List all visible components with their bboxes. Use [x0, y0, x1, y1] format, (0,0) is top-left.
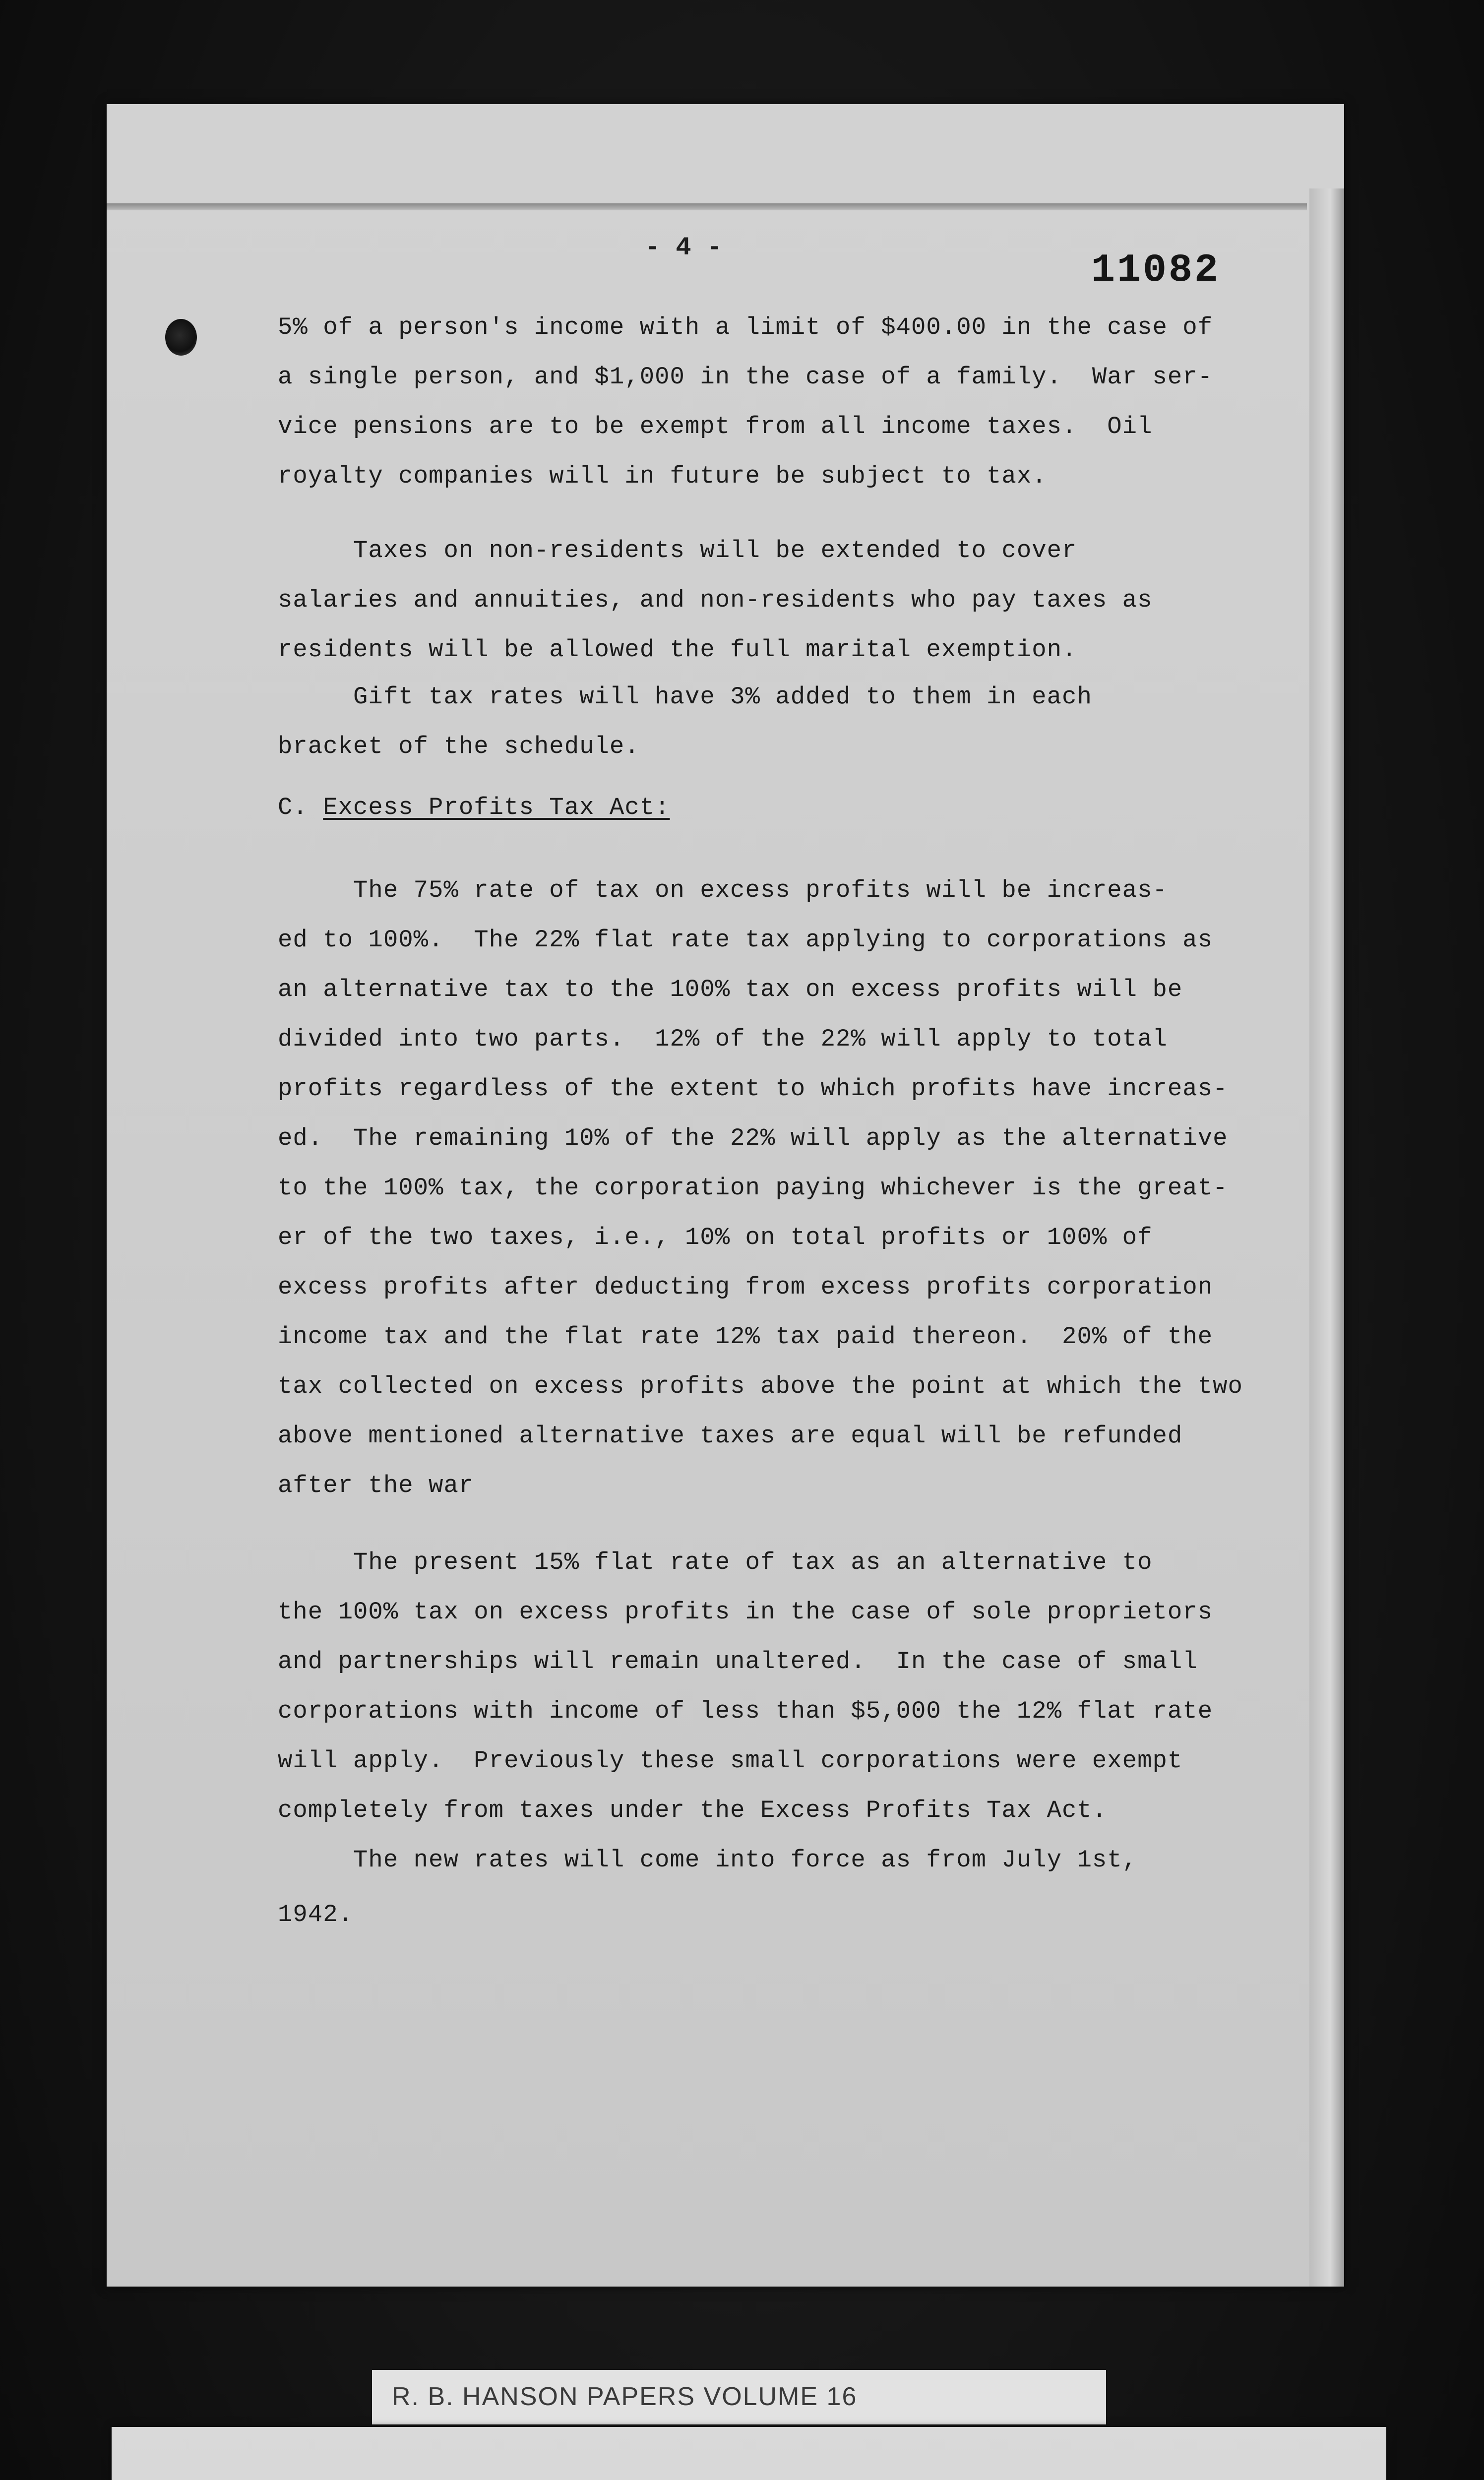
text-line: completely from taxes under the Excess Profits Tax Act.	[278, 1797, 1108, 1824]
text-line: The present 15% flat rate of tax as an alternative to	[278, 1549, 1153, 1576]
text-line: and partnerships will remain unaltered. In the case of small	[278, 1648, 1198, 1675]
text-line: a single person, and $1,000 in the case of a family. War ser-	[278, 363, 1213, 391]
text-line: after the war	[278, 1472, 474, 1499]
page-number: - 4 -	[645, 233, 723, 262]
text-line: 5% of a person's income with a limit of $400.00 in the case of	[278, 313, 1213, 341]
text-line: The new rates will come into force as from July 1st,	[278, 1846, 1138, 1874]
page-edge-stack	[1309, 188, 1344, 2287]
text-line: Taxes on non-residents will be extended to cover	[278, 537, 1077, 564]
text-line: divided into two parts. 12% of the 22% will apply to total	[278, 1025, 1168, 1053]
text-line: ed to 100%. The 22% flat rate tax applying to corporations as	[278, 926, 1213, 954]
text-line: Gift tax rates will have 3% added to them in each	[278, 683, 1092, 711]
section-heading	[278, 794, 670, 821]
collection-label	[372, 2370, 1106, 2424]
text-line: the 100% tax on excess profits in the case of sole proprietors	[278, 1598, 1213, 1626]
text-line: ed. The remaining 10% of the 22% will apply as the alternative	[278, 1124, 1228, 1152]
text-line: an alternative tax to the 100% tax on excess profits will be	[278, 976, 1183, 1003]
text-line: to the 100% tax, the corporation paying whichever is the great-	[278, 1174, 1228, 1202]
page-fold-shadow	[107, 203, 1307, 210]
text-line: bracket of the schedule.	[278, 733, 640, 760]
collection-label-text: R. B. HANSON PAPERS VOLUME 16	[392, 2382, 858, 2411]
text-line: above mentioned alternative taxes are equal will be refunded	[278, 1422, 1183, 1450]
text-line: will apply. Previously these small corporations were exempt	[278, 1747, 1183, 1775]
section-heading-title: Excess Profits Tax Act:	[323, 794, 670, 821]
text-line: tax collected on excess profits above the point at which the two	[278, 1372, 1243, 1400]
text-line: er of the two taxes, i.e., 10% on total profits or 100% of	[278, 1224, 1153, 1251]
text-line: profits regardless of the extent to which profits have increas-	[278, 1075, 1228, 1103]
text-line: royalty companies will in future be subject to tax.	[278, 462, 1047, 490]
text-line: excess profits after deducting from excess profits corporation	[278, 1273, 1213, 1301]
text-line: corporations with income of less than $5,000 the 12% flat rate	[278, 1697, 1213, 1725]
section-heading-prefix: C.	[278, 794, 323, 821]
punch-hole-icon	[165, 319, 197, 356]
folio-number: 11082	[1091, 248, 1221, 293]
text-line: income tax and the flat rate 12% tax paid thereon. 20% of the	[278, 1323, 1213, 1351]
text-line: 1942.	[278, 1901, 354, 1928]
archive-card	[112, 2427, 1386, 2480]
text-line: vice pensions are to be exempt from all income taxes. Oil	[278, 413, 1153, 440]
text-line: salaries and annuities, and non-residents who pay taxes as	[278, 586, 1153, 614]
text-line: The 75% rate of tax on excess profits will be increas-	[278, 876, 1168, 904]
text-line: residents will be allowed the full marital exemption.	[278, 636, 1077, 664]
